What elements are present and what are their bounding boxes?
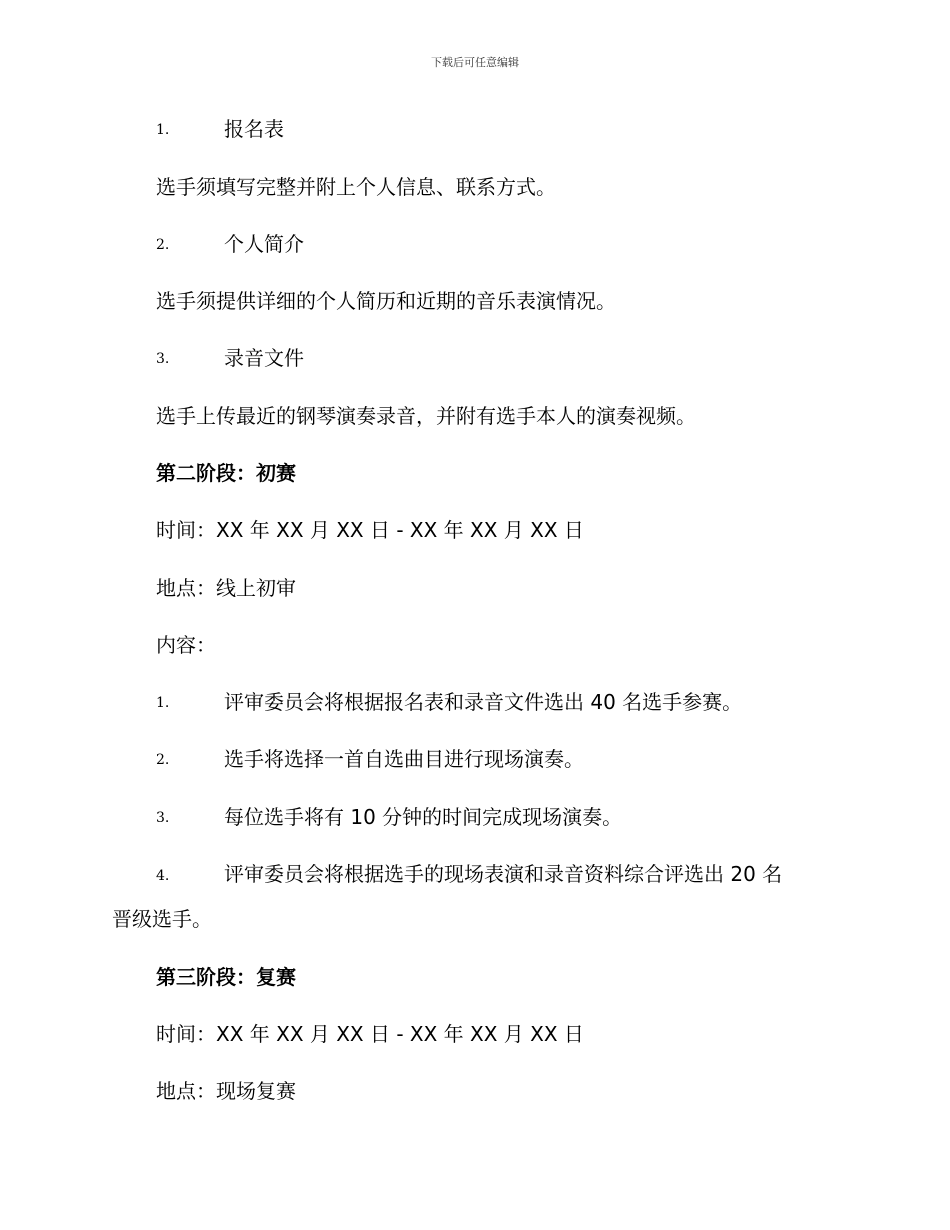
list-number: 1. <box>156 122 170 138</box>
paragraph: 选手须提供详细的个人简历和近期的音乐表演情况。 <box>156 289 616 313</box>
list-item-text: 评审委员会将根据报名表和录音文件选出 40 名选手参赛。 <box>224 690 743 714</box>
time-line: 时间：XX 年 XX 月 XX 日 - XX 年 XX 月 XX 日 <box>156 1022 584 1046</box>
place-line: 地点：现场复赛 <box>156 1079 296 1103</box>
list-number: 4. <box>156 868 170 884</box>
place-line: 地点：线上初审 <box>156 576 296 600</box>
list-item-text: 选手将选择一首自选曲目进行现场演奏。 <box>224 747 584 771</box>
time-line: 时间：XX 年 XX 月 XX 日 - XX 年 XX 月 XX 日 <box>156 518 584 542</box>
list-number: 2. <box>156 237 170 253</box>
header-note: 下载后可任意编辑 <box>431 56 519 69</box>
list-item-title: 个人简介 <box>224 232 304 256</box>
content-label: 内容： <box>156 633 216 657</box>
list-item-text: 评审委员会将根据选手的现场表演和录音资料综合评选出 20 名 <box>224 862 783 886</box>
list-item-text: 每位选手将有 10 分钟的时间完成现场演奏。 <box>224 805 623 829</box>
list-number: 3. <box>156 810 170 826</box>
section-heading: 第二阶段：初赛 <box>156 461 296 485</box>
list-item-continuation: 晋级选手。 <box>112 907 212 931</box>
list-number: 1. <box>156 695 170 711</box>
list-item-title: 录音文件 <box>224 346 304 370</box>
section-heading: 第三阶段：复赛 <box>156 965 296 989</box>
paragraph: 选手须填写完整并附上个人信息、联系方式。 <box>156 175 556 199</box>
list-number: 3. <box>156 351 170 367</box>
paragraph: 选手上传最近的钢琴演奏录音，并附有选手本人的演奏视频。 <box>156 404 696 428</box>
list-number: 2. <box>156 752 170 768</box>
list-item-title: 报名表 <box>224 117 284 141</box>
